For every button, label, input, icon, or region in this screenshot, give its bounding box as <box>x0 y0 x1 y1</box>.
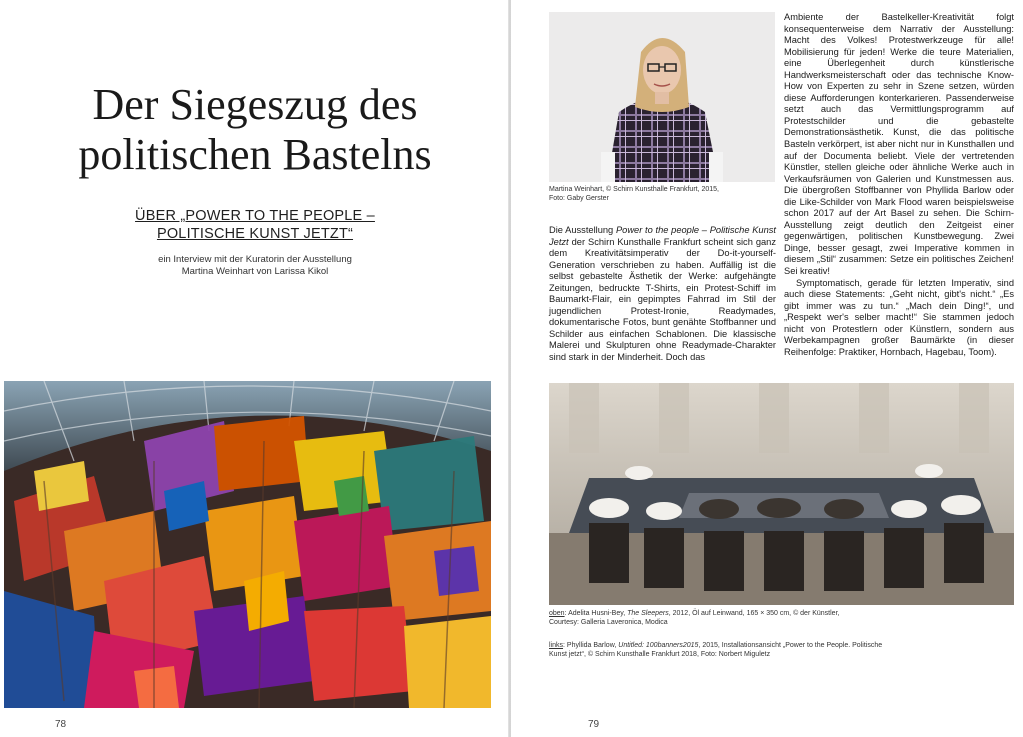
sleepers-image <box>549 383 1014 605</box>
body-paragraph: Symptomatisch, gerade für letzten Imperativ, sind auch diese Statements: „Geht nicht, gibt's nicht.“ „Es gibt immer was zu tun.“ „Mach dein Ding!“, und „Respekt wer's selber macht!“ Sie stammen jedoch nicht von Protestlern oder Künstlern, sondern aus Werbekampagnen großer Baumärkte (in dieser Reihenfolge: Praktiker, Hornbach, Hagebau, Toom). <box>784 277 1014 357</box>
sleepers-painting <box>549 383 1014 605</box>
body-text: der Schirn Kunsthalle Frankfurt scheint sich ganz dem Kreativitätsimperativ der Do-it-yourself-Generation verschrieben zu haben. Auffällig ist die selbst gebastelte Ästhetik der Werke: aufgehängte Zeitungen, bedruckte T-Shirts, ein Protest-Schiff im Baumarkt-Flair, ein gepimptes Fahrrad im Stil der jugendlichen Protest-Ironie, Readymades, dokumentarische Fotos, bunt genähte Stoffbanner und Schilder aus einfachen Schablonen. Die klassische Malerei und Skulpturen ohne Readymade-Charakter sind stark in der Minderheit. Doch das <box>549 236 776 363</box>
banner-installation-photo <box>4 381 491 708</box>
byline-line-1: ein Interview mit der Kuratorin der Ausstellung <box>158 254 352 265</box>
left-page <box>0 0 509 737</box>
body-column-left <box>549 225 776 364</box>
byline <box>20 254 490 278</box>
byline-line-2: Martina Weinhart von Larissa Kikol <box>181 266 329 277</box>
body-text: Die Ausstellung <box>549 225 616 235</box>
caption-label: links <box>549 642 564 649</box>
installation-caption-line-1 <box>549 641 1014 650</box>
portrait-caption-line-2: Foto: Gaby Gerster <box>549 195 609 202</box>
caption-work: Untitled: 100banners2015 <box>618 642 699 649</box>
caption-artist: : Phyllida Barlow, <box>563 642 619 649</box>
title-line-1: Der Siegeszug des <box>92 80 418 129</box>
painting-caption-line-2: Courtesy: Galleria Laveronica, Modica <box>549 619 668 626</box>
subtitle-line-1: ÜBER „POWER TO THE PEOPLE – <box>135 208 375 224</box>
banner-installation-image <box>4 381 491 708</box>
caption-artist: : Adelita Husni-Bey, <box>564 610 628 617</box>
caption-label: oben <box>549 610 565 617</box>
installation-caption <box>549 641 1014 659</box>
subtitle-line-2: POLITISCHE KUNST JETZT“ <box>156 226 354 242</box>
portrait-image <box>549 12 775 182</box>
portrait-caption <box>549 185 775 203</box>
caption-rest: , 2012, Öl auf Leinwand, 165 × 350 cm, © der Künstler, <box>668 610 840 617</box>
page-number-right: 79 <box>588 719 600 730</box>
body-paragraph <box>549 225 776 364</box>
painting-caption-line-1 <box>549 609 1014 618</box>
caption-rest: , 2015, Installationsansicht „Power to the People. Politische <box>698 642 883 649</box>
caption-work: The Sleepers <box>627 610 669 617</box>
painting-caption <box>549 609 1014 627</box>
article-subtitle <box>20 207 490 243</box>
body-paragraph: Ambiente der Bastelkeller-Kreativität folgt konsequenterweise dem Narrativ der Ausstellung: Macht des Volkes! Protestwerkzeuge für alle! Mobilisierung für jeden! Werke die teure Materialien, eine Überlegenheit durch künstlerische Handwerksmeisterschaft oder das technische Know-How von Experten zu sehr in Szene setzen, würden diese Aufforderungen konterkarieren. Passenderweise setzt auch das Vermittlungsprogramm auf Protestschilder und die gebastelte Demonstrationsästhetik. Kunst, die das politische Basteln verkörpert, ist aber nicht nur in Kunsthallen und auf der Documenta beliebt. Viele der vertretenden Künstler, stellen gleiche oder ähnliche Werke auch in Verkaufsräumen von Galerien und Kunstmessen aus. Die übergroßen Stoffbanner von Phyllida Barlow oder die Like-Schilder von Mark Flood waren beispielsweise schon 2017 auf der Art Basel zu sehen. Die Schirn-Ausstellung zeigt deutlich den Zeitgeist einer gegenwärtigen, politischen Kunstbewegung. Zwei Dinge, besser gesagt, zwei Imperative kommen in diesem „Stil“ zusammen: Setze ein politisches Zeichen! Sei kreativ! <box>784 12 1014 277</box>
portrait-caption-line-1: Martina Weinhart, © Schirn Kunsthalle Frankfurt, 2015, <box>549 186 719 193</box>
right-page <box>511 0 1023 737</box>
portrait-photo <box>549 12 775 182</box>
title-line-2: politischen Bastelns <box>78 130 432 179</box>
body-column-right <box>784 12 1014 358</box>
article-title <box>20 80 490 180</box>
page-number-left: 78 <box>55 719 67 730</box>
installation-caption-line-2: Kunst jetzt“, © Schirn Kunsthalle Frankfurt 2018, Foto: Norbert Miguletz <box>549 651 771 658</box>
exhibition-title: Power to the people – Politische Kunst Jetzt <box>549 225 776 247</box>
